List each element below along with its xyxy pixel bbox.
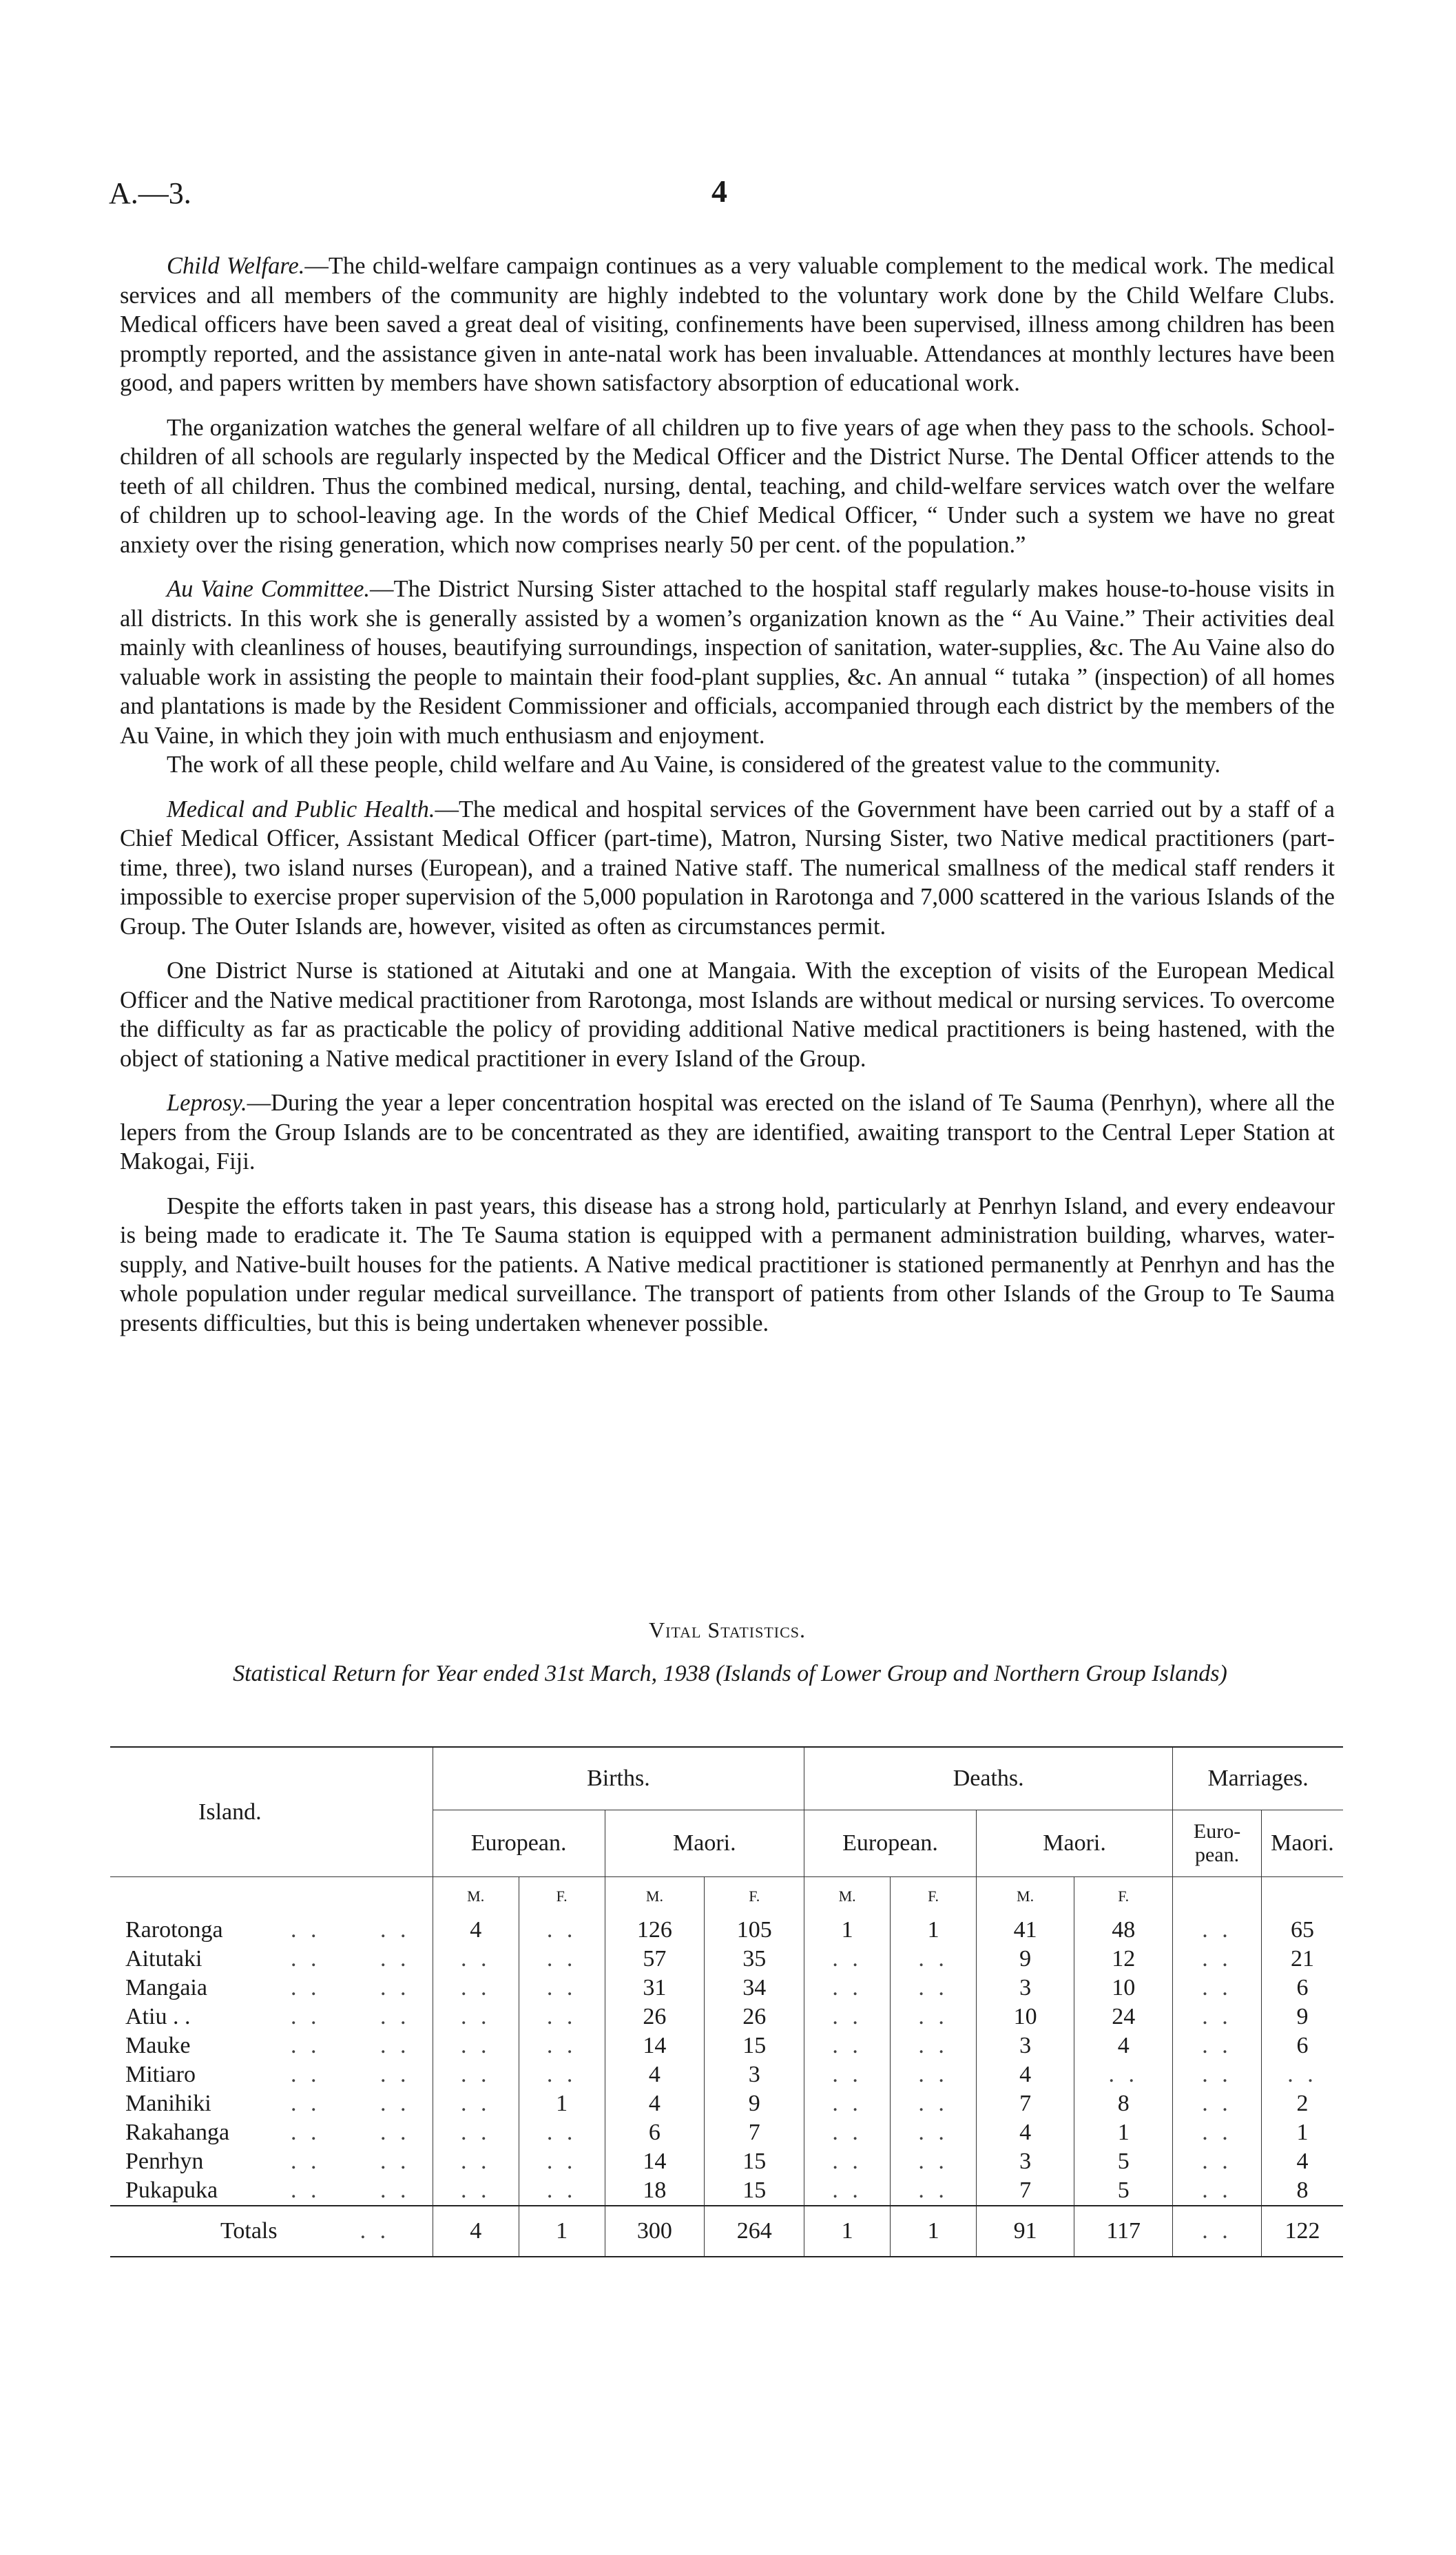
totals-cell: 4 bbox=[433, 2206, 519, 2257]
table-cell: 126 bbox=[605, 1916, 705, 1945]
table-cell: 105 bbox=[705, 1916, 804, 1945]
table-cell: 2 bbox=[1261, 2089, 1343, 2118]
paragraph-text: The work of all these people, child welfare and Au Vaine, is considered of the greatest value to the community. bbox=[167, 752, 1220, 778]
island-name: Penrhyn . . . . bbox=[125, 2149, 410, 2174]
paragraph-text: Despite the efforts taken in past years, this disease has a strong hold, particularly at Penrhyn Island, and every endeavour is being made to eradicate it. The Te Sauma station is equipped with a permanent administration building, wharves, water-supply, and Native-built houses for the patients. A Native medical practitioner is stationed permanently at Penrhyn and has the whole population under regular medical surveillance. The transport of patients from other Islands of the Group to Te Sauma presents difficulties, but this is being undertaken whenever possible. bbox=[120, 1192, 1335, 1336]
paragraph-text: —The child-welfare campaign continues as a very valuable complement to the medical work. The medical services and all members of the community are highly indebted to the voluntary work done by the Child Welfare Clubs. Medical officers have been saved a great deal of visiting, confinements have been supervised, illness among children has been promptly reported, and the assistance given in ante-natal work has been invaluable. Attendances at monthly lectures have been good, and papers written by members have shown satisfactory absorption of educational work. bbox=[120, 253, 1335, 396]
vital-statistics-table bbox=[110, 1746, 1343, 2257]
totals-cell: 122 bbox=[1261, 2206, 1343, 2257]
table-cell: 14 bbox=[605, 2031, 705, 2060]
table-cell: . . bbox=[891, 1974, 977, 2003]
table-cell: 10 bbox=[1074, 1974, 1173, 2003]
table-cell: . . bbox=[891, 2089, 977, 2118]
header-deaths-european: European. bbox=[804, 1810, 977, 1877]
table-cell: . . bbox=[1173, 2176, 1262, 2206]
table-row bbox=[110, 2147, 1343, 2176]
table-cell: 3 bbox=[976, 1974, 1074, 2003]
table-cell: . . bbox=[891, 2176, 977, 2206]
table-row bbox=[110, 1974, 1343, 2003]
body-text bbox=[120, 251, 1335, 1353]
table-cell: . . bbox=[1173, 1945, 1262, 1974]
table-cell: 4 bbox=[433, 1916, 519, 1945]
table-cell: 1 bbox=[1074, 2118, 1173, 2147]
table-cell: . . bbox=[519, 1916, 605, 1945]
table-cell: 26 bbox=[705, 2003, 804, 2031]
document-reference: A.—3. bbox=[109, 176, 191, 210]
sex-f: F. bbox=[891, 1877, 977, 1916]
table-cell: 24 bbox=[1074, 2003, 1173, 2031]
table-cell: . . bbox=[891, 1945, 977, 1974]
table-cell: 18 bbox=[605, 2176, 705, 2206]
table-cell: . . bbox=[1173, 2060, 1262, 2089]
header-marriages-maori: Maori. bbox=[1261, 1810, 1343, 1877]
table-cell: 6 bbox=[1261, 1974, 1343, 2003]
table-header-row bbox=[110, 1747, 1343, 1810]
paragraph-child-welfare bbox=[120, 251, 1335, 398]
table-cell: 21 bbox=[1261, 1945, 1343, 1974]
paragraph-organization bbox=[120, 413, 1335, 560]
sex-m: M. bbox=[433, 1877, 519, 1916]
island-name: Aitutaki . . . . bbox=[125, 1946, 410, 1972]
table-cell: 7 bbox=[976, 2089, 1074, 2118]
table-cell: . . bbox=[519, 2176, 605, 2206]
table-cell: . . bbox=[804, 2176, 891, 2206]
table-cell: . . bbox=[804, 2003, 891, 2031]
table-cell: 7 bbox=[705, 2118, 804, 2147]
table-cell: 35 bbox=[705, 1945, 804, 1974]
table-cell: 1 bbox=[519, 2089, 605, 2118]
table-cell: . . bbox=[433, 2176, 519, 2206]
table-cell: 6 bbox=[1261, 2031, 1343, 2060]
header-deaths: Deaths. bbox=[804, 1747, 1173, 1810]
paragraph-leprosy bbox=[120, 1088, 1335, 1177]
table-cell: . . bbox=[1173, 2031, 1262, 2060]
header-births-maori: Maori. bbox=[605, 1810, 804, 1877]
table-cell: 4 bbox=[605, 2089, 705, 2118]
totals-label: Totals . . bbox=[110, 2206, 433, 2257]
paragraph-text: The organization watches the general welfare of all children up to five years of age when they pass to the schools. School-children of all schools are regularly inspected by the Medical Officer and the District Nurse. The Dental Officer attends to the teeth of all children. Thus the combined medical, nursing, dental, teaching, and child-welfare services watch over the welfare of children up to school-leaving age. In the words of the Chief Medical Officer, “ Under such a system we have no great anxiety over the rising generation, which now comprises nearly 50 per cent. of the population.” bbox=[120, 414, 1335, 558]
table-cell: 3 bbox=[705, 2060, 804, 2089]
table-cell: . . bbox=[891, 2118, 977, 2147]
table-cell: . . bbox=[433, 2031, 519, 2060]
table-cell: . . bbox=[433, 2089, 519, 2118]
table-row bbox=[110, 2089, 1343, 2118]
island-name: Manihiki . . . . bbox=[125, 2091, 410, 2116]
table-cell: 4 bbox=[1261, 2147, 1343, 2176]
table-cell: 9 bbox=[1261, 2003, 1343, 2031]
paragraph-medical-health bbox=[120, 795, 1335, 942]
table-cell: . . bbox=[804, 2147, 891, 2176]
island-name: Rakahanga . . . . bbox=[125, 2120, 410, 2145]
table-cell: 26 bbox=[605, 2003, 705, 2031]
island-name: Mitiaro . . . . bbox=[125, 2062, 410, 2087]
header-deaths-maori: Maori. bbox=[976, 1810, 1172, 1877]
header-island: Island. bbox=[110, 1747, 433, 1877]
table-cell: 9 bbox=[705, 2089, 804, 2118]
sex-spacer bbox=[110, 1877, 433, 1916]
sex-m: M. bbox=[976, 1877, 1074, 1916]
paragraph-au-vaine bbox=[120, 575, 1335, 750]
table-cell: 6 bbox=[605, 2118, 705, 2147]
table-cell: 1 bbox=[804, 1916, 891, 1945]
table-cell: . . bbox=[433, 2003, 519, 2031]
header-births-european: European. bbox=[433, 1810, 605, 1877]
totals-cell: 300 bbox=[605, 2206, 705, 2257]
table-cell: . . bbox=[433, 2118, 519, 2147]
table-sex-row bbox=[110, 1877, 1343, 1916]
island-name: Atiu . . . . . . bbox=[125, 2004, 410, 2029]
totals-cell: 117 bbox=[1074, 2206, 1173, 2257]
table-body bbox=[110, 1916, 1343, 2206]
totals-cell: 1 bbox=[519, 2206, 605, 2257]
table-row bbox=[110, 1945, 1343, 1974]
page-header bbox=[109, 176, 1349, 217]
table-cell: . . bbox=[891, 2003, 977, 2031]
totals-cell: 264 bbox=[705, 2206, 804, 2257]
table-cell: . . bbox=[519, 2147, 605, 2176]
sex-spacer bbox=[1173, 1877, 1262, 1916]
table-cell: . . bbox=[891, 2060, 977, 2089]
table-cell: . . bbox=[1173, 2118, 1262, 2147]
table-totals-row bbox=[110, 2206, 1343, 2257]
island-name: Mangaia . . . . bbox=[125, 1975, 410, 2000]
table-cell: . . bbox=[804, 1945, 891, 1974]
table-cell: 4 bbox=[976, 2060, 1074, 2089]
header-marriages-european: Euro-pean. bbox=[1173, 1810, 1262, 1877]
table-cell: . . bbox=[804, 1974, 891, 2003]
table-cell: 14 bbox=[605, 2147, 705, 2176]
totals-cell: 1 bbox=[891, 2206, 977, 2257]
paragraph-lead: Au Vaine Committee. bbox=[167, 576, 371, 602]
table-row bbox=[110, 1916, 1343, 1945]
table-cell: 8 bbox=[1074, 2089, 1173, 2118]
table-cell: 4 bbox=[1074, 2031, 1173, 2060]
table-cell: . . bbox=[519, 2031, 605, 2060]
table-cell: . . bbox=[1173, 2089, 1262, 2118]
table-cell: . . bbox=[433, 2060, 519, 2089]
table-cell: . . bbox=[804, 2031, 891, 2060]
table-row bbox=[110, 2003, 1343, 2031]
sex-f: F. bbox=[705, 1877, 804, 1916]
table-cell: 9 bbox=[976, 1945, 1074, 1974]
totals-cell: 1 bbox=[804, 2206, 891, 2257]
header-marriages: Marriages. bbox=[1173, 1747, 1343, 1810]
table-cell: . . bbox=[804, 2089, 891, 2118]
paragraph-text: —The medical and hospital services of the Government have been carried out by a staff of a Chief Medical Officer, Assistant Medical Officer (part-time), Matron, Nursing Sister, two Native medical practitioners (part-time, three), two island nurses (European), and a trained Native staff. The numerical smallness of the medical staff renders it impossible to exercise proper supervision of the 5,000 population in Rarotonga and 7,000 scattered in the various Islands of the Group. The Outer Islands are, however, visited as often as circumstances permit. bbox=[120, 796, 1335, 940]
header-births: Births. bbox=[433, 1747, 804, 1810]
island-name: Mauke . . . . bbox=[125, 2033, 410, 2058]
paragraph-lead: Child Welfare. bbox=[167, 253, 305, 279]
island-name: Rarotonga . . . . bbox=[125, 1917, 410, 1943]
table-cell: . . bbox=[804, 2118, 891, 2147]
table-cell: . . bbox=[1074, 2060, 1173, 2089]
table-cell: 5 bbox=[1074, 2147, 1173, 2176]
paragraph-despite bbox=[120, 1192, 1335, 1338]
table-cell: . . bbox=[433, 1974, 519, 2003]
paragraph-district-nurse bbox=[120, 956, 1335, 1073]
table-cell: 5 bbox=[1074, 2176, 1173, 2206]
table-cell: 10 bbox=[976, 2003, 1074, 2031]
vital-statistics-subtitle: Statistical Return for Year ended 31st March, 1938 (Islands of Lower Group and Northern Group Islands) bbox=[233, 1661, 1227, 1686]
paragraph-text: One District Nurse is stationed at Aitutaki and one at Mangaia. With the exception of visits of the European Medical Officer and the Native medical practitioner from Rarotonga, most Islands are without medical or nursing services. To overcome the difficulty as far as practicable the policy of providing additional Native medical practitioners is being hastened, with the object of stationing a Native medical practitioner in every Island of the Group. bbox=[120, 958, 1335, 1072]
table-cell: 7 bbox=[976, 2176, 1074, 2206]
table-row bbox=[110, 2060, 1343, 2089]
table-cell: 41 bbox=[976, 1916, 1074, 1945]
table-cell: 34 bbox=[705, 1974, 804, 2003]
table-cell: . . bbox=[1173, 2147, 1262, 2176]
sex-spacer bbox=[1261, 1877, 1343, 1916]
table-cell: . . bbox=[519, 2003, 605, 2031]
table-cell: . . bbox=[433, 1945, 519, 1974]
table-cell: 4 bbox=[976, 2118, 1074, 2147]
paragraph-lead: Medical and Public Health. bbox=[167, 796, 435, 823]
table-cell: . . bbox=[1173, 2003, 1262, 2031]
table-cell: . . bbox=[891, 2031, 977, 2060]
paragraph-community bbox=[120, 750, 1335, 780]
table-cell: . . bbox=[519, 1974, 605, 2003]
table-cell: 15 bbox=[705, 2031, 804, 2060]
table-cell: . . bbox=[519, 1945, 605, 1974]
table-cell: 3 bbox=[976, 2147, 1074, 2176]
table-cell: . . bbox=[519, 2060, 605, 2089]
vital-statistics-title: Vital Statistics. bbox=[648, 1617, 807, 1642]
sex-m: M. bbox=[804, 1877, 891, 1916]
table-row bbox=[110, 2031, 1343, 2060]
sex-f: F. bbox=[519, 1877, 605, 1916]
table-row bbox=[110, 2176, 1343, 2206]
table-cell: 65 bbox=[1261, 1916, 1343, 1945]
table-cell: 4 bbox=[605, 2060, 705, 2089]
island-name: Pukapuka . . . . bbox=[125, 2178, 410, 2203]
table-cell: 1 bbox=[891, 1916, 977, 1945]
paragraph-text: —During the year a leper concentration hospital was erected on the island of Te Sauma (Penrhyn), where all the lepers from the Group Islands are to be concentrated as they are identified, awaiting transport to the Central Leper Station at Makogai, Fiji. bbox=[120, 1090, 1335, 1175]
table-cell: . . bbox=[1173, 1916, 1262, 1945]
totals-cell: . . bbox=[1173, 2206, 1262, 2257]
table-cell: 15 bbox=[705, 2176, 804, 2206]
table-cell: 12 bbox=[1074, 1945, 1173, 1974]
table-cell: 31 bbox=[605, 1974, 705, 2003]
table-cell: . . bbox=[433, 2147, 519, 2176]
table-cell: 15 bbox=[705, 2147, 804, 2176]
page-number: 4 bbox=[711, 174, 727, 209]
table-cell: 8 bbox=[1261, 2176, 1343, 2206]
sex-f: F. bbox=[1074, 1877, 1173, 1916]
table-row bbox=[110, 2118, 1343, 2147]
totals-cell: 91 bbox=[976, 2206, 1074, 2257]
paragraph-lead: Leprosy. bbox=[167, 1090, 247, 1116]
sex-m: M. bbox=[605, 1877, 705, 1916]
paragraph-text: —The District Nursing Sister attached to the hospital staff regularly makes house-to-house visits in all districts. In this work she is generally assisted by a women’s organization known as the “ Au Vaine.” Their activities deal mainly with cleanliness of houses, beautifying surroundings, inspection of sanitation, water-supplies, &c. The Au Vaine also do valuable work in assisting the people to maintain their food-plant supplies, &c. An annual “ tutaka ” (inspection) of all homes and plantations is made by the Resident Commissioner and officials, accompanied through each district by the members of the Au Vaine, in which they join with much enthusiasm and enjoyment. bbox=[120, 576, 1335, 749]
table-cell: 3 bbox=[976, 2031, 1074, 2060]
table-cell: 57 bbox=[605, 1945, 705, 1974]
table-cell: . . bbox=[1261, 2060, 1343, 2089]
table-cell: . . bbox=[1173, 1974, 1262, 2003]
table-cell: . . bbox=[804, 2060, 891, 2089]
table-cell: 1 bbox=[1261, 2118, 1343, 2147]
table-cell: 48 bbox=[1074, 1916, 1173, 1945]
table-cell: . . bbox=[519, 2118, 605, 2147]
table-cell: . . bbox=[891, 2147, 977, 2176]
